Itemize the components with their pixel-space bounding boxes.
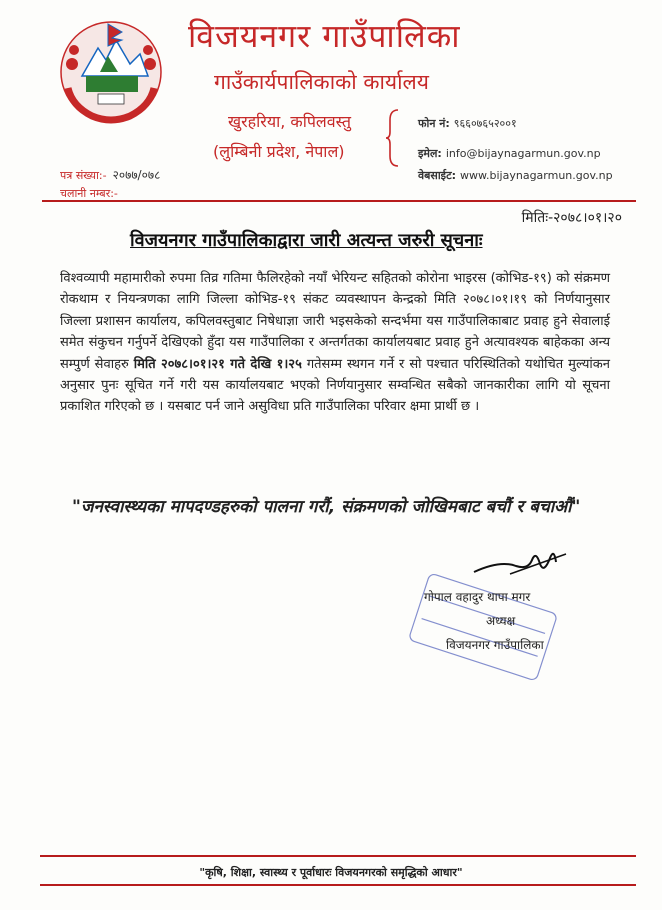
- org-name: विजयनगर गाउँपालिका: [188, 17, 461, 55]
- notice-body-part-2: गतेसम्म स्थगन गर्ने र सो पश्चात परिस्थितिको यथोचित मुल्यांकन अनुसार पुनः सूचित गर्ने गरी यस कार्यालयबाट भएको निर्णयानुसार सम्वन्धित सबैको जानकारीका लागि यो सूचना प्रकाशित गरिएको छ । यसबाट पर्न जाने असुविधा प्रति गाउँपालिका परिवार क्षमा प्रार्थी छ ।: [60, 356, 611, 415]
- ref-label: पत्र संख्या:-: [60, 169, 107, 182]
- address-line-2: (लुम्बिनी प्रदेश, नेपाल): [213, 142, 345, 161]
- footer-motto: "कृषि, शिक्षा, स्वास्थ्य र पूर्वाधारः विजयनगरको समृद्धिको आधार": [199, 866, 463, 879]
- notice-body: [60, 268, 610, 418]
- signatory-name: गोपाल वहादुर थापा मगर: [424, 590, 531, 604]
- email-link[interactable]: info@bijaynagarmun.gov.np: [445, 147, 601, 160]
- website-line: [418, 168, 613, 183]
- signatory-office: विजयनगर गाउँपालिका: [446, 638, 544, 652]
- website-label: वेबसाईट:: [418, 169, 457, 182]
- phone-line: [418, 116, 517, 131]
- notice-body-date-range: मिति २०७८।०१।२१ गते देखि १।२५: [133, 356, 302, 372]
- office-name: गाउँकार्यपालिकाको कार्यालय: [214, 70, 429, 94]
- phone-value: ९६६०७६५२००१: [453, 117, 517, 130]
- dispatch-label: चलानी नम्बर:-: [60, 187, 118, 200]
- email-line: [418, 146, 601, 161]
- email-label: इमेल:: [418, 147, 442, 160]
- reference-number: [60, 166, 160, 183]
- address-line-1: खुरहरिया, कपिलवस्तु: [228, 112, 352, 131]
- website-link[interactable]: www.bijaynagarmun.gov.np: [460, 169, 613, 182]
- notice-date: मितिः-२०७८।०१।२०: [521, 210, 622, 226]
- notice-subject: विजयनगर गाउँपालिकाद्वारा जारी अत्यन्त जरुरी सूचनाः: [130, 230, 483, 251]
- signatory-title: अध्यक्ष: [486, 614, 516, 628]
- notice-body-part-1: विश्वव्यापी महामारीको रुपमा तिव्र गतिमा फैलिरहेको नयाँ भेरियन्ट सहितको कोरोना भाइरस (कोभिड-१९) को संक्रमण रोकथाम र नियन्त्रणका लागि जिल्ला कोभिड-१९ संकट व्यवस्थापन केन्द्रको मिति २०७८।०१।१९ को निर्णयानुसार जिल्ला प्रशासन कार्यालय, कपिलवस्तुबाट निषेधाज्ञा जारी भइसकेको सन्दर्भमा यस गाउँपालिकाबाट प्रवाह हुने सेवालाई समेत संकुचन गर्नुपर्ने देखिएको हुँदा यस गाउँपालिका र अन्तर्गतका कार्यालयबाट प्रवाह हुने अत्यावश्यक बाहेकका अन्य सम्पुर्ण सेवाहरु: [60, 271, 610, 372]
- footer-divider-bottom: [40, 884, 636, 886]
- phone-label: फोन नं:: [418, 117, 450, 130]
- health-slogan: "जनस्वास्थ्यका मापदण्डहरुको पालना गरौं, संक्रमणको जोखिमबाट बचौं र बचाऔं": [72, 497, 581, 517]
- brace-divider: [386, 108, 400, 168]
- nepal-government-emblem: [52, 14, 170, 126]
- header-divider: [42, 200, 636, 202]
- dispatch-number: [60, 186, 124, 201]
- ref-value: २०७७/०७८: [112, 168, 161, 182]
- footer-divider-top: [40, 855, 636, 857]
